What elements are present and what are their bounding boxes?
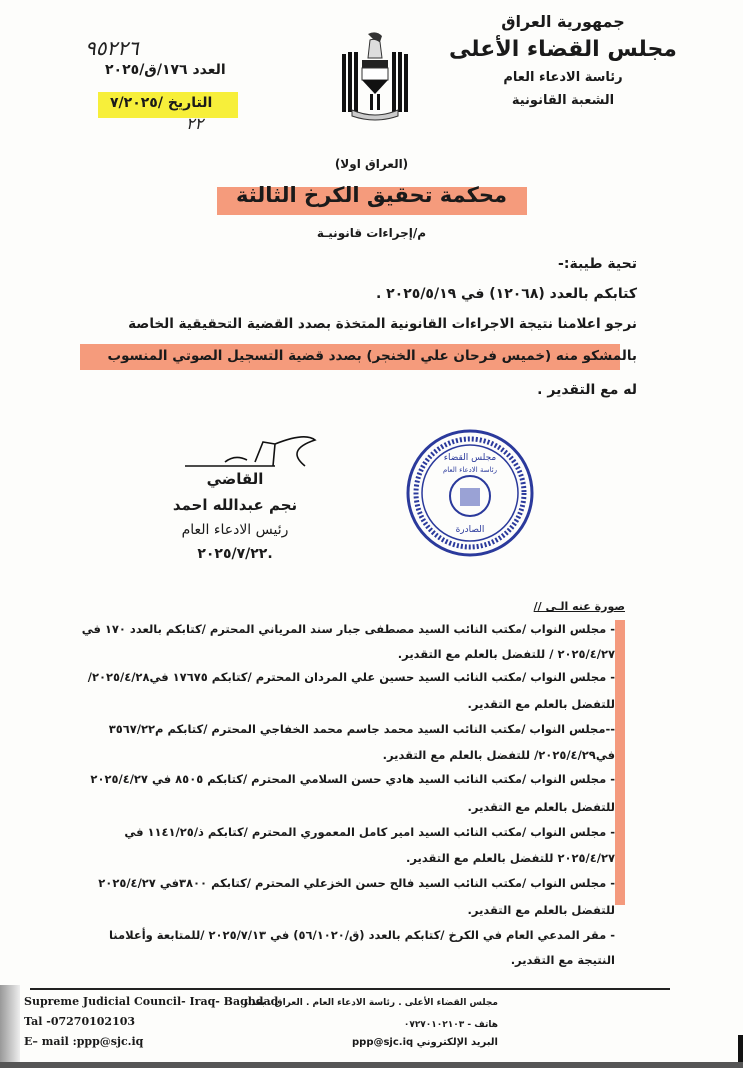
cc-line: - مجلس النواب /مكتب النائب السيد فالح حسن الخزعلي المحترم /كتابكم ٣٨٠٠في ٢٠٢٥/٤/٢٧ [98, 876, 615, 890]
cc-heading: صورة عنه الـى // [533, 600, 625, 613]
footer-email-en: E– mail :ppp@sjc.iq [24, 1035, 144, 1048]
republic-name: جمهورية العراق [501, 12, 625, 31]
cc-line: ٢٠٢٥/٤/٢٧ للتفضل بالعلم مع التقدير. [406, 851, 615, 865]
footer-phone-en: Tal -07270102103 [24, 1015, 136, 1028]
reference-number: العدد ١٧٦/ق/٢٠٢٥ [105, 62, 226, 78]
council-name: مجلس القضاء الأعلى [449, 37, 677, 62]
cc-line: للتفضل بالعلم مع التقدير. [467, 697, 615, 711]
footer-address-en: Supreme Judicial Council- Iraq- Baghdad [24, 995, 279, 1008]
svg-text:الصادرة: الصادرة [455, 525, 485, 535]
cc-line: في٢٠٢٥/٤/٢٩/ للتفضل بالعلم مع التقدير. [382, 748, 615, 762]
presidency-name: رئاسة الادعاء العام [503, 70, 623, 85]
footer-email-ar: البريد الإلكتروني ppp@sjc.iq [352, 1037, 498, 1048]
footer-phone-ar: هاتف - ٠٧٢٧٠١٠٢١٠٣ [403, 1020, 498, 1030]
subject-line: م/إجراءات قانونيـة [316, 226, 427, 240]
page-edge [738, 1035, 743, 1062]
signature-date: .٢٠٢٥/٧/٢٢ [197, 546, 273, 562]
svg-text:رئاسة الادعاء العام: رئاسة الادعاء العام [442, 466, 498, 474]
signer-name: نجم عبدالله احمد [172, 496, 298, 514]
letterhead [443, 8, 683, 108]
cc-line: النتيجة مع التقدير. [510, 953, 615, 967]
footer-divider [30, 988, 670, 990]
cc-line: - مجلس النواب /مكتب النائب السيد امير كامل المعموري المحترم /كتابكم ذ/١١٤١/٢٥ في [124, 825, 615, 839]
body-line: كتابكم بالعدد (١٢٠٦٨) في ٢٠٢٥/٥/١٩ . [375, 286, 637, 302]
cc-line: - مجلس النواب /مكتب النائب السيد مصطفى جبار سند المرياني المحترم /كتابكم بالعدد ١٧٠ في [81, 622, 615, 636]
handwritten-signature-icon [175, 432, 325, 472]
page-bottom-border [0, 1062, 743, 1068]
iraq-eagle-emblem-icon [330, 28, 420, 123]
svg-text:مجلس القضاء: مجلس القضاء [443, 453, 497, 463]
cc-line: للتفضل بالعلم مع التقدير. [467, 903, 615, 917]
cc-line: للتفضل بالعلم مع التقدير. [467, 800, 615, 814]
body-line: بالمشكو منه (خميس فرحان علي الخنجر) بصدد قضية التسجيل الصوتي المنسوب [107, 348, 637, 364]
greeting: تحية طيبة:- [558, 256, 637, 272]
page-shadow [0, 985, 20, 1062]
cc-highlight-bar [615, 620, 625, 905]
body-line: له مع التقدير . [537, 382, 637, 398]
cc-line: - مجلس النواب /مكتب النائب السيد هادي حسن السلامي المحترم /كتابكم ٨٥٠٥ في ٢٠٢٥/٤/٢٧ [90, 772, 615, 786]
signer-role: رئيس الادعاء العام [181, 522, 289, 538]
division-name: الشعبة القانونية [511, 93, 615, 108]
cc-line: ٢٠٢٥/٤/٢٧ / للتفضل بالعلم مع التقدير. [397, 647, 615, 661]
official-stamp-icon [405, 428, 535, 558]
date-field: التاريخ /٧/٢٠٢٥ [110, 95, 213, 111]
iraq-first-slogan: (العراق اولا) [334, 157, 409, 171]
footer-address-ar: مجلس القضاء الأعلى . رئاسة الادعاء العام . العراق . بغداد [243, 998, 498, 1008]
addressee-court: محكمة تحقيق الكرخ الثالثة [236, 183, 507, 207]
cc-line: - مجلس النواب /مكتب النائب السيد حسين علي المردان المحترم /كتابكم ١٧٦٧٥ في٢٠٢٥/٤/٢٨/ [87, 670, 615, 684]
signer-title: القاضي [206, 470, 264, 488]
body-line: نرجو اعلامنا نتيجة الاجراءات القانونية المتخذة بصدد القضية التحقيقية الخاصة [128, 316, 637, 332]
handwritten-number: ٩٥٢٢٦ [85, 36, 139, 60]
cc-line: - مقر المدعي العام في الكرخ /كتابكم بالعدد (ق/٥٦/١٠٢٠) في ٢٠٢٥/٧/١٣ /للمتابعة وأعلامنا [108, 928, 615, 942]
cc-line: --مجلس النواب /مكتب النائب السيد محمد جاسم محمد الخفاجي المحترم /كتابكم م٣٥٦٧/٢٢ [108, 722, 615, 736]
signature-block [160, 470, 310, 562]
handwritten-day: ٢٢ [186, 114, 204, 133]
